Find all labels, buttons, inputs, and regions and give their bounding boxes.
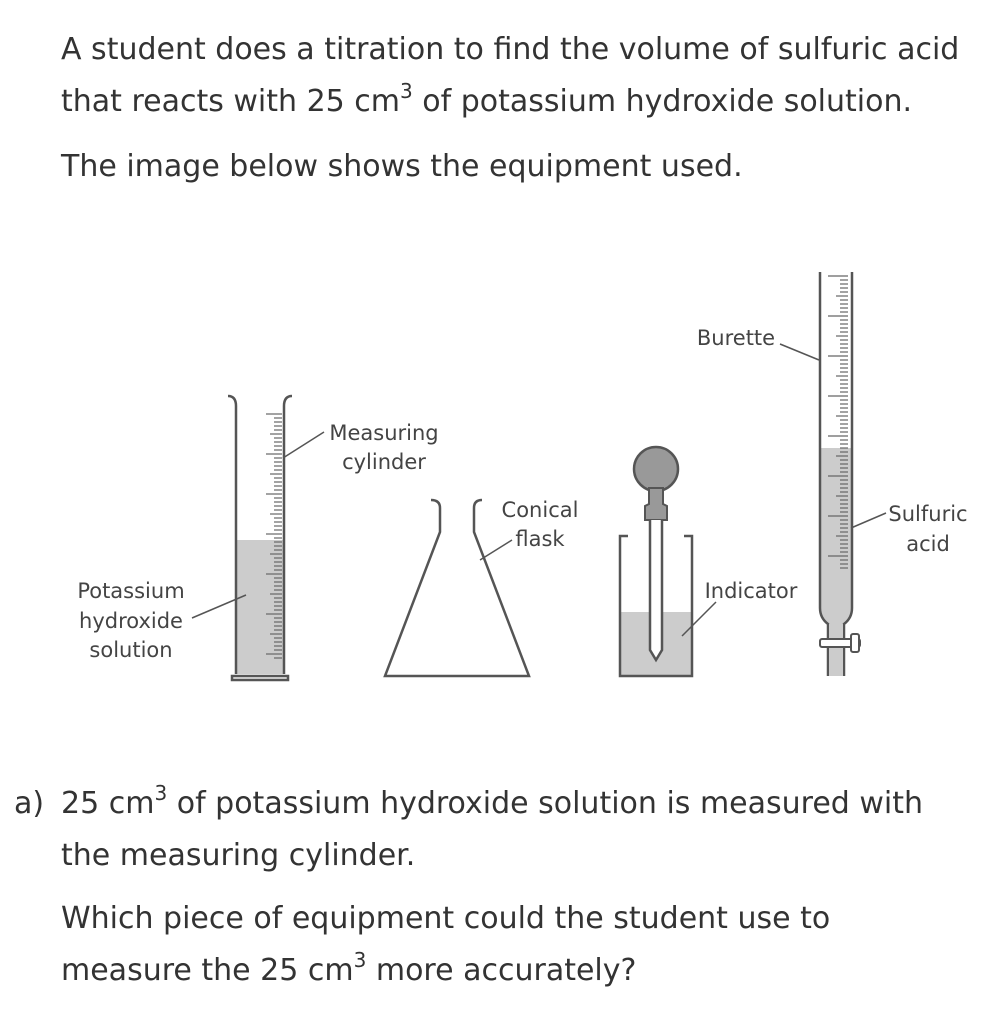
label-potassium-line3: solution [89,638,173,662]
label-burette: Burette [696,326,776,350]
question-a-question [61,893,961,997]
question-a-stem-text-b: of potassium hydroxide solution is measured with the measuring cylinder. [61,786,924,873]
dropper-bulb [634,447,678,491]
flask-outline [385,500,529,676]
label-measuring-line2: cylinder [342,450,426,474]
dropper-neck [645,488,667,520]
cylinder-right-wall [284,396,292,674]
intro-equipment-sentence: The image below shows the equipment used. [61,149,743,184]
question-a-stem-text-a: 25 cm [61,786,155,821]
label-sulfuric-line1: Sulfuric [888,502,968,526]
dropper-tube [650,520,662,660]
intro-text-a: A student does a titration to find the volume of sulfuric acid that reacts with 25 cm [61,32,960,119]
label-sulfuric-line2: acid [906,532,950,556]
measuring-cylinder [228,396,292,680]
question-a-stem [61,778,981,882]
conical-flask-pointer [480,540,512,560]
question-a-label: a) [14,786,45,821]
intro-text-b: of potassium hydroxide solution. [412,84,913,119]
label-potassium-line1: Potassium [77,579,185,603]
question-a-question-superscript: 3 [353,948,367,972]
cylinder-left-wall [228,396,236,674]
measuring-cylinder-pointer [283,432,324,458]
burette [820,272,860,676]
sulfuric-acid-pointer [851,513,886,528]
cylinder-base [232,676,288,680]
question-a-question-text-b: more accurately? [366,953,637,988]
label-conical-line1: Conical [501,498,579,522]
intro-superscript: 3 [400,79,413,103]
burette-pointer [780,344,819,360]
question-a-question-text-a: Which piece of equipment could the student use to measure the 25 cm [61,901,831,988]
question-a-stem-superscript: 3 [154,781,168,805]
label-indicator: Indicator [704,579,798,603]
label-conical-line2: flask [515,527,565,551]
conical-flask [385,500,529,676]
burette-stem-liquid [829,624,843,676]
indicator-bottle [620,447,692,676]
label-potassium-line2: hydroxide [79,609,183,633]
label-measuring-line1: Measuring [329,421,439,445]
burette-tap-handle [851,634,859,652]
